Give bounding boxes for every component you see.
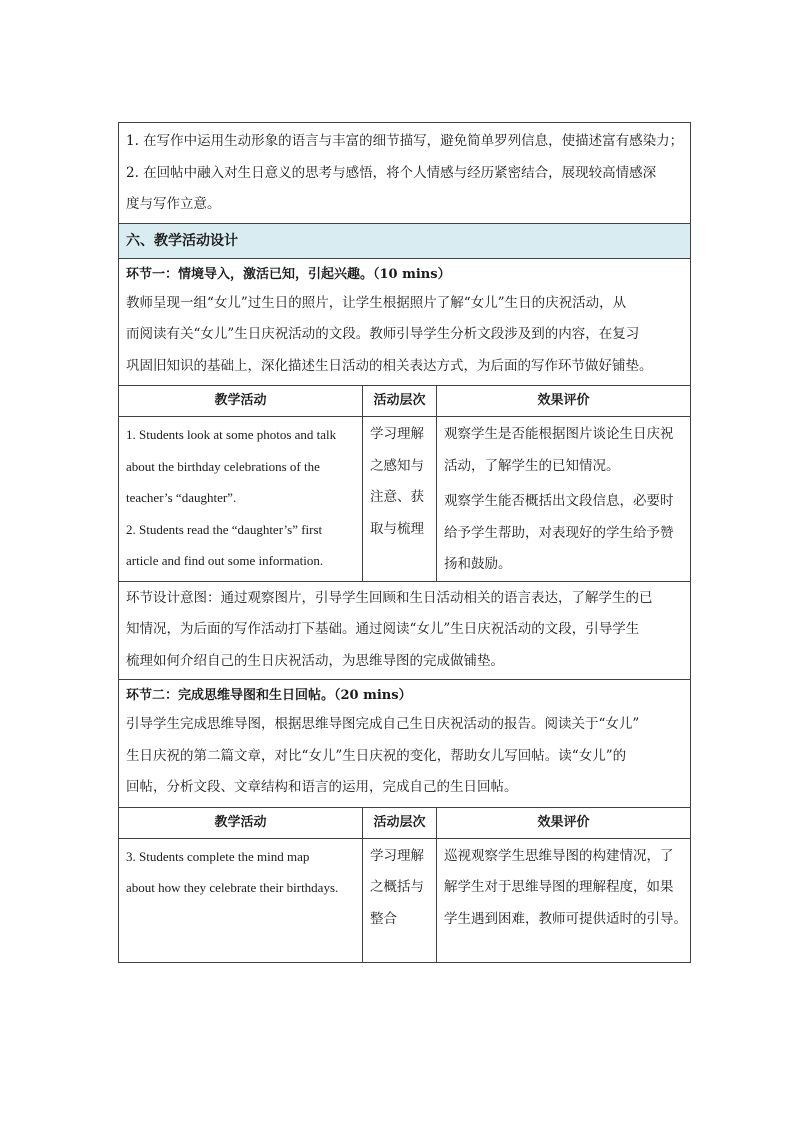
activity-line: 3. Students complete the mind map	[126, 848, 310, 864]
header-activity-level: 活动层次	[363, 386, 437, 417]
stage2-row	[119, 680, 691, 808]
stage1-desc-line: 巩固旧知识的基础上，深化描述生日活动的相关表达方式，为后面的写作环节做好铺垫。	[126, 357, 653, 374]
evaluation-line: 扬和鼓励。	[444, 556, 512, 572]
stage1-intent-cell	[119, 581, 691, 680]
evaluation-line: 解学生对于思维导图的理解程度，如果	[444, 879, 674, 895]
activity-line: article and find out some information.	[126, 553, 324, 568]
header-evaluation: 效果评价	[437, 386, 691, 417]
stage2-title: 环节二：完成思维导图和生日回帖。（20 mins）	[126, 688, 412, 703]
level-line: 学习理解	[370, 847, 424, 864]
level-line: 整合	[370, 910, 397, 927]
activity-line: 2. Students read the “daughter’s” first	[126, 521, 323, 537]
activity-line: teacher’s “daughter”.	[126, 490, 237, 505]
stage2-header-row	[119, 807, 691, 838]
objective-item-2-line-1: 2. 在回帖中融入对生日意义的思考与感悟，将个人情感与经历紧密结合，展现较高情感深	[126, 164, 657, 181]
level-line: 学习理解	[370, 426, 424, 442]
objective-item-1: 1. 在写作中运用生动形象的语言与丰富的细节描写，避免简单罗列信息，使描述富有感染力；	[126, 133, 684, 149]
evaluation-line: 学生遇到困难，教师可提供适时的引导。	[444, 910, 687, 927]
level-line: 取与梳理	[370, 520, 424, 537]
evaluation-line: 观察学生是否能根据图片谈论生日庆祝	[444, 426, 674, 442]
activity-line: 1. Students look at some photos and talk	[126, 427, 337, 442]
stage1-activity-cell	[119, 417, 363, 582]
level-line: 注意、获	[370, 489, 424, 505]
stage1-desc-line: 而阅读有关“女儿”生日庆祝活动的文段。教师引导学生分析文段涉及到的内容，在复习	[126, 326, 640, 342]
stage2-cell	[119, 680, 691, 808]
stage1-header-row	[119, 386, 691, 417]
stage1-title: 环节一：情境导入，激活已知，引起兴趣。（10 mins）	[126, 266, 451, 282]
stage2-desc-line: 生日庆祝的第二篇文章，对比“女儿”生日庆祝的变化，帮助女儿写回帖。读“女儿”的	[126, 747, 627, 764]
header-teaching-activity: 教学活动	[119, 807, 363, 838]
stage1-cell	[119, 258, 691, 386]
header-activity-level: 活动层次	[363, 807, 437, 838]
stage1-desc-line: 教师呈现一组“女儿”过生日的照片，让学生根据照片了解“女儿”生日的庆祝活动，从	[126, 294, 627, 311]
stage1-content-row	[119, 417, 691, 582]
stage1-evaluation-cell	[437, 417, 691, 582]
stage1-intent-row	[119, 581, 691, 680]
stage1-level-cell	[363, 417, 437, 582]
stage2-desc-line: 回帖，分析文段、文章结构和语言的运用，完成自己的生日回帖。	[126, 779, 518, 795]
intent-line: 环节设计意图：通过观察图片，引导学生回顾和生日活动相关的语言表达，了解学生的已	[126, 589, 653, 606]
intent-line: 梳理如何介绍自己的生日庆祝活动，为思维导图的完成做铺垫。	[126, 652, 504, 669]
evaluation-line: 给予学生帮助，对表现好的学生给予赞	[444, 524, 674, 541]
evaluation-line: 活动，了解学生的已知情况。	[444, 457, 620, 474]
lesson-plan-document	[118, 122, 690, 963]
evaluation-line: 观察学生能否概括出文段信息，必要时	[444, 493, 674, 509]
activity-line: about how they celebrate their birthdays.	[126, 880, 339, 895]
stage2-evaluation-cell	[437, 838, 691, 962]
header-evaluation: 效果评价	[437, 807, 691, 838]
section-title-row	[119, 223, 691, 258]
section-title: 六、教学活动设计	[119, 223, 691, 258]
stage2-level-cell	[363, 838, 437, 962]
lesson-plan-table	[118, 122, 691, 963]
stage1-row	[119, 258, 691, 386]
objectives-row	[119, 123, 691, 224]
header-teaching-activity: 教学活动	[119, 386, 363, 417]
stage2-activity-cell	[119, 838, 363, 962]
objective-item-2-line-2: 度与写作立意。	[126, 196, 221, 212]
objectives-cell	[119, 123, 691, 224]
evaluation-line: 巡视观察学生思维导图的构建情况，了	[444, 847, 674, 864]
stage2-desc-line: 引导学生完成思维导图，根据思维导图完成自己生日庆祝活动的报告。阅读关于“女儿”	[126, 716, 640, 732]
stage2-content-row	[119, 838, 691, 962]
level-line: 之感知与	[370, 457, 424, 474]
level-line: 之概括与	[370, 879, 424, 895]
intent-line: 知情况，为后面的写作活动打下基础。通过阅读“女儿”生日庆祝活动的文段，引导学生	[126, 621, 640, 637]
activity-line: about the birthday celebrations of the	[126, 458, 320, 474]
